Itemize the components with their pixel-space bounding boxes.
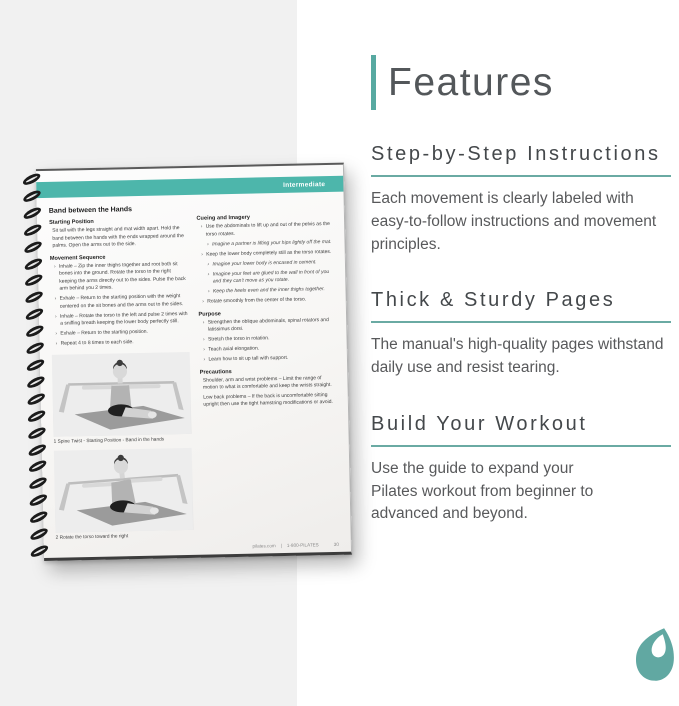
feature-section-sturdy-pages [371,289,671,380]
precautions-text: Shoulder, arm and wrist problems – Limit the range of motion to what is comfortable and keep the wrists straight. [202,374,332,391]
section-heading: Build Your Workout [371,413,671,447]
section-body: The manual's high-quality pages withstand daily use and resist tearing. [371,336,664,377]
movement-sequence-heading: Movement Sequence [49,254,106,262]
balanced-body-logo-icon [631,624,677,684]
page-body [37,192,351,551]
purpose-list [199,316,337,364]
features-panel [371,0,671,526]
list-item: › Stretch the torso in rotation. [202,335,270,343]
list-item: › Exhale – Return to the starting position with the weight centered on the sit bones and the arms out to the sides. [54,293,184,310]
list-item: › Rotate smoothly from the center of the torso. [202,296,307,305]
starting-position-text: Sit tall with the legs straight and mat width apart. Hold the band between the hands with the ends wrapped around the palms. Open the arms out to the side. [52,225,184,249]
footer-website: pilates.com [252,543,276,549]
bullet-icon: › [203,346,205,353]
bullet-icon: › [202,319,205,326]
features-title: Features [388,61,554,104]
sub-bullet-icon: › [206,241,209,248]
list-item: › Learn how to sit up tall with support. [203,354,289,363]
cueing-list [197,221,336,306]
sub-bullet-icon: › [207,261,210,268]
list-item: › Repeat 4 to 8 times to each side. [55,339,134,347]
list-item: › Keep the heels even and the inner thighs together. [207,286,325,295]
bullet-icon: › [54,295,57,302]
bullet-icon: › [53,263,56,270]
bullet-icon: › [203,356,206,363]
list-item: › Strengthen the oblique abdominals, spinal rotators and latissimus dorsi. [202,316,329,333]
feature-section-step-by-step [371,143,671,256]
section-body: Each movement is clearly labeled with easy-to-follow instructions and movement principles. [371,190,657,253]
list-item: › Exhale – Return to the starting position. [55,328,148,337]
feature-section-build-workout [371,413,671,526]
level-badge: Intermediate [282,180,326,189]
page-footer [252,542,338,549]
manual-page [36,163,352,561]
page-left-column [49,205,194,544]
precautions-heading: Precautions [199,368,232,376]
purpose-heading: Purpose [198,310,221,318]
list-item: › Imagine your feet are glued to the wall in front of you and they can't move as you rotate. [207,268,330,285]
exercise-photo-starting-position [52,351,191,436]
accent-bar [371,55,376,110]
features-header [371,55,671,110]
list-item: › Teach axial elongation. [203,345,260,353]
cueing-heading: Cueing and Imagery [196,214,251,222]
section-heading: Thick & Sturdy Pages [371,289,671,323]
sub-bullet-icon: › [207,271,210,278]
page-number: 30 [333,541,339,547]
exercise-photo-rotation [54,447,193,532]
bullet-icon: › [200,223,203,230]
bullet-icon: › [55,330,58,337]
footer-separator: | [280,543,282,549]
bullet-icon: › [55,340,58,347]
starting-position-heading: Starting Position [48,218,94,226]
bullet-icon: › [202,336,205,343]
page-right-column [196,202,341,541]
photo1-caption: 1 Spine Twist - Starting Position - Band in the hands [53,436,165,445]
bullet-icon: › [54,313,57,320]
footer-phone: 1-800-PILATES [286,542,319,548]
bullet-icon: › [201,251,203,258]
photo2-caption: 2 Rotate the torso toward the right [55,533,129,541]
list-item: › Inhale – Zip the inner thighs together and root both sit bones into the ground. Rotate the torso to the right keeping the arms directly out to the sides. Pulse the back arm behind you 2 times. [53,260,186,292]
list-item: › Imagine a partner is lifting your hips lightly off the mat. [206,238,332,248]
movement-sequence-list [50,260,189,348]
list-item: › Inhale – Rotate the torso to the left and pulse 2 times with a sniffing breath keeping the lower body perfectly still. [54,310,188,327]
manual-book [22,163,352,562]
section-body: Use the guide to expand your Pilates workout from beginner to advanced and beyond. [371,459,594,523]
bullet-icon: › [202,298,204,305]
precautions-text: Low back problems – If the back is uncomfortable sitting upright then use the tight hamstring modifications or avoid. [203,391,333,408]
exercise-title: Band between the Hands [48,206,133,215]
sub-bullet-icon: › [207,288,210,295]
section-heading: Step-by-Step Instructions [371,143,671,177]
list-item: › Imagine your lower body is encased in cement. [207,258,317,268]
list-item: › Use the abdominals to lift up and out of the pelvis as the torso rotates. [200,220,330,238]
list-item: › Keep the lower body completely still as the torso rotates. [201,248,332,258]
